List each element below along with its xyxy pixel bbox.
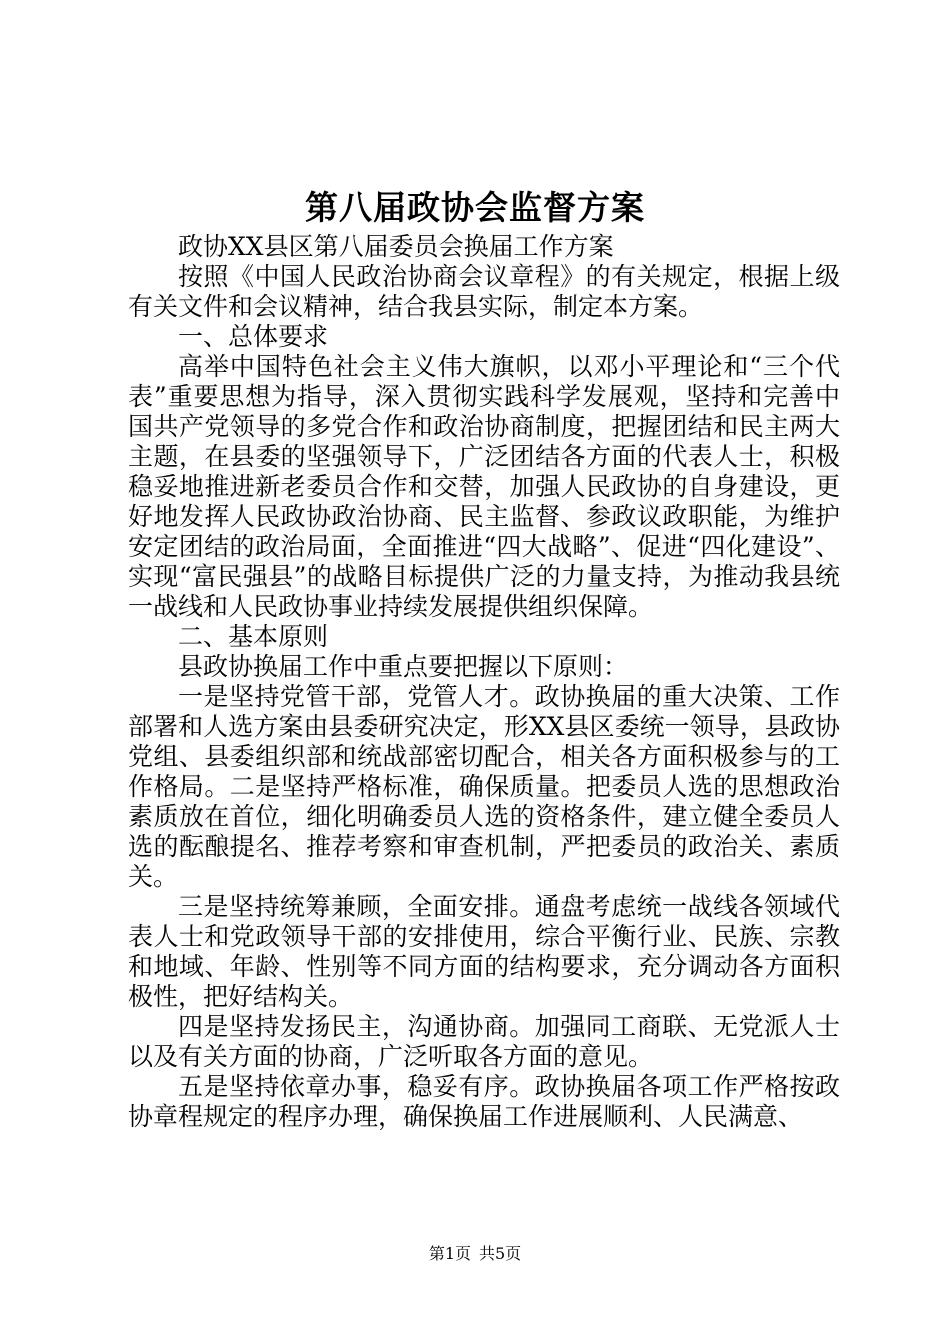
paragraph-principle-1-2: 一是坚持党管干部，党管人才。政协换届的重大决策、工作部署和人选方案由县委研究决定，形XX县区委统一领导，县政协党组、县委组织部和统战部密切配合，相关各方面积极参与的工作格局。二是坚持严格标准，确保质量。把委员人选的思想政治素质放在首位，细化明确委员人选的资格条件，建立健全委员人选的酝酿提名、推荐考察和审查机制，严把委员的政治关、素质关。	[128, 682, 840, 891]
page-total: 共5页	[479, 1244, 522, 1263]
section-heading-1: 一、总体要求	[178, 322, 329, 351]
page-footer	[0, 1244, 950, 1264]
paragraph-principle-3: 三是坚持统筹兼顾，全面安排。通盘考虑统一战线各领域代表人士和党政领导干部的安排使用，综合平衡行业、民族、宗教和地域、年龄、性别等不同方面的结构要求，充分调动各方面积极性，把好结构关。	[128, 892, 840, 1011]
document-body	[128, 232, 840, 1132]
paragraph-general-requirements: 高举中国特色社会主义伟大旗帜，以邓小平理论和“三个代表”重要思想为指导，深入贯彻实践科学发展观，坚持和完善中国共产党领导的多党合作和政治协商制度，把握团结和民主两大主题，在县委的坚强领导下，广泛团结各方面的代表人士，积极稳妥地推进新老委员合作和交替，加强人民政协的自身建设，更好地发挥人民政协政治协商、民主监督、参政议政职能，为维护安定团结的政治局面，全面推进“四大战略”、促进“四化建设”、实现“富民强县”的战略目标提供广泛的力量支持，为推动我县统一战线和人民政协事业持续发展提供组织保障。	[128, 352, 840, 621]
section-heading-2: 二、基本原则	[178, 622, 329, 651]
paragraph-intro: 按照《中国人民政治协商会议章程》的有关规定，根据上级有关文件和会议精神，结合我县实际，制定本方案。	[128, 262, 840, 321]
document-title: 第八届政协会监督方案	[305, 188, 645, 227]
paragraph-principle-5: 五是坚持依章办事，稳妥有序。政协换届各项工作严格按政协章程规定的程序办理，确保换届工作进展顺利、人民满意、	[128, 1072, 840, 1131]
page-number: 第1页	[428, 1244, 471, 1263]
paragraph-principles-intro: 县政协换届工作中重点要把握以下原则：	[178, 652, 629, 681]
paragraph-principle-4: 四是坚持发扬民主，沟通协商。加强同工商联、无党派人士以及有关方面的协商，广泛听取各方面的意见。	[128, 1012, 840, 1071]
paragraph-subtitle: 政协XX县区第八届委员会换届工作方案	[178, 232, 614, 261]
